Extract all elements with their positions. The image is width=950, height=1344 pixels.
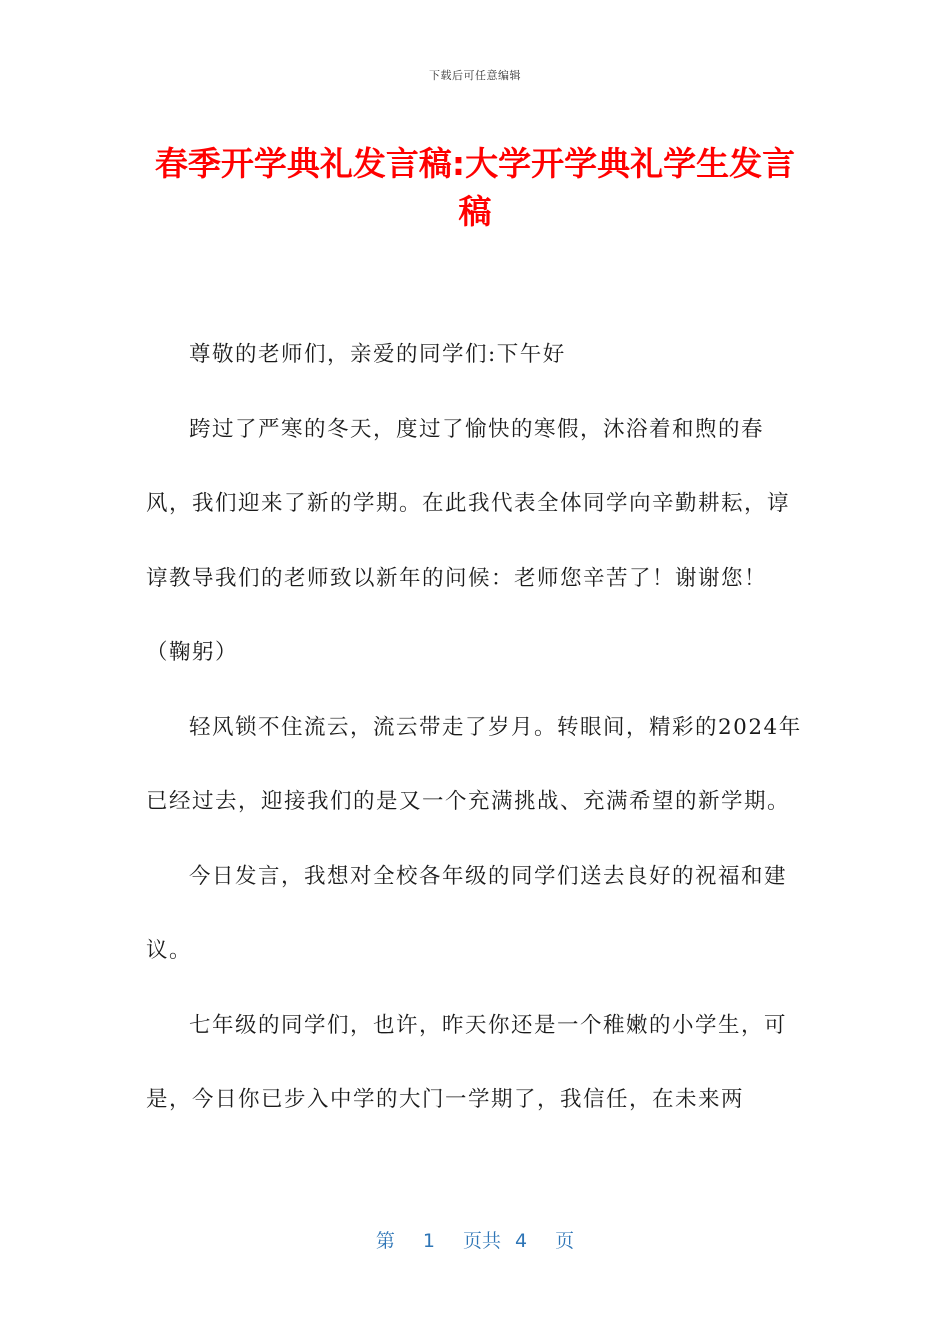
paragraph-new-term: 轻风锁不住流云，流云带走了岁月。转眼间，精彩的2024年已经过去，迎接我们的是又一个充满挑战、充满希望的新学期。: [146, 714, 802, 814]
header-note: 下载后可任意编辑: [429, 69, 521, 82]
footer-suffix: 页: [555, 1230, 575, 1252]
page-footer: [0, 1226, 950, 1253]
footer-mid: 页共: [462, 1230, 501, 1252]
document-body: [146, 318, 806, 1138]
document-title: 春季开学典礼发言稿:大学开学典礼学生发言稿: [154, 144, 796, 231]
footer-prefix: 第: [375, 1230, 395, 1252]
paragraph-grade-seven: 七年级的同学们，也许，昨天你还是一个稚嫩的小学生，可是，今日你已步入中学的大门一学期了，我信任，在未来两: [146, 1012, 788, 1112]
paragraph-opening: 跨过了严寒的冬天，度过了愉快的寒假，沐浴着和煦的春风，我们迎来了新的学期。在此我代表全体同学向辛勤耕耘，谆谆教导我们的老师致以新年的问候：老师您辛苦了！谢谢您！（鞠躬）: [146, 416, 791, 665]
paragraph-greeting: 尊敬的老师们，亲爱的同学们:下午好: [189, 342, 566, 367]
footer-total-pages: 4: [515, 1230, 528, 1252]
paragraph-wishes: 今日发言，我想对全校各年级的同学们送去良好的祝福和建议。: [146, 863, 788, 963]
footer-current-page: 1: [422, 1230, 435, 1252]
